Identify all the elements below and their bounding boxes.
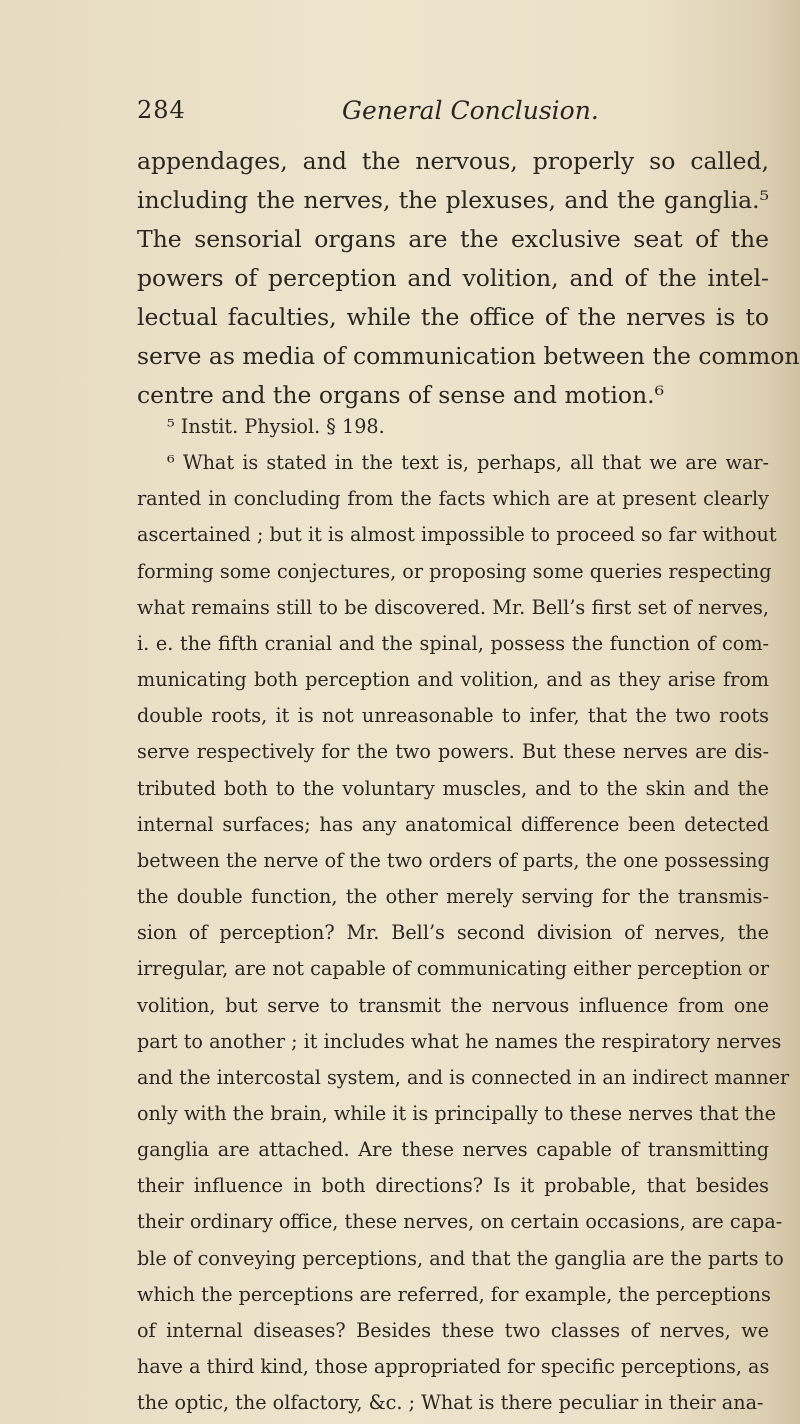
footnote-line: ranted in concluding from the facts which are at present clearly: [137, 487, 769, 511]
footnote-line: have a third kind, those appropriated for specific perceptions, as: [137, 1355, 770, 1379]
footnote-line: forming some conjectures, or proposing some queries respecting: [137, 559, 772, 583]
text-line: powers of perception and volition, and of the intel-: [137, 264, 769, 292]
footnote-line: tributed both to the voluntary muscles, and to the skin and the: [137, 776, 769, 800]
text-line: serve as media of communication between the common: [137, 342, 800, 370]
footnotes: [137, 409, 790, 1421]
footnote-line: the double function, the other merely serving for the transmis-: [137, 885, 769, 909]
footnote-5: [137, 409, 769, 445]
text-line: appendages, and the nervous, properly so called,: [137, 147, 769, 175]
footnote-line: irregular, are not capable of communicating either perception or: [137, 957, 769, 981]
text-line: The sensorial organs are the exclusive seat of the: [137, 225, 769, 253]
footnote-line: what remains still to be discovered. Mr. Bell’s first set of nerves,: [137, 595, 769, 619]
footnote-line: ganglia are attached. Are these nerves capable of transmitting: [137, 1138, 769, 1162]
page-number: 284: [137, 96, 186, 124]
footnote-line: ⁵ Instit. Physiol. § 198.: [167, 415, 385, 438]
footnote-6: [137, 445, 790, 1421]
footnote-line: and the intercostal system, and is connected in an indirect manner: [137, 1065, 790, 1089]
footnote-line: part to another ; it includes what he names the respiratory nerves: [137, 1029, 782, 1053]
footnote-line: ⁶ What is stated in the text is, perhaps, all that we are war-: [167, 451, 769, 475]
footnote-line: ble of conveying perceptions, and that the ganglia are the parts to: [137, 1246, 784, 1270]
footnote-line: internal surfaces; has any anatomical difference been detected: [137, 812, 769, 836]
footnote-line: i. e. the fifth cranial and the spinal, possess the function of com-: [137, 631, 769, 655]
running-head: General Conclusion.: [342, 96, 599, 125]
text-line: centre and the organs of sense and motion.⁶: [137, 381, 665, 409]
page-header: [137, 96, 767, 136]
footnote-line: of internal diseases? Besides these two classes of nerves, we: [137, 1318, 769, 1342]
footnote-line: sion of perception? Mr. Bell’s second division of nerves, the: [137, 921, 769, 945]
footnote-line: municating both perception and volition, and as they arise from: [137, 668, 769, 692]
footnote-line: between the nerve of the two orders of parts, the one possessing: [137, 848, 770, 872]
text-line: lectual faculties, while the office of the nerves is to: [137, 303, 769, 331]
footnote-line: their influence in both directions? Is it probable, that besides: [137, 1174, 769, 1198]
footnote-line: ascertained ; but it is almost impossible to proceed so far without: [137, 523, 777, 547]
footnote-line: only with the brain, while it is principally to these nerves that the: [137, 1101, 776, 1125]
footnote-line: their ordinary office, these nerves, on certain occasions, are capa-: [137, 1210, 783, 1234]
footnote-line: which the perceptions are referred, for example, the perceptions: [137, 1282, 771, 1306]
footnote-line: volition, but serve to transmit the nervous influence from one: [137, 993, 769, 1017]
main-text: [137, 142, 800, 415]
footnote-line: double roots, it is not unreasonable to infer, that the two roots: [137, 704, 769, 728]
footnote-line: the optic, the olfactory, &c. ; What is there peculiar in their ana-: [137, 1391, 764, 1415]
text-line: including the nerves, the plexuses, and the ganglia.⁵: [137, 186, 769, 214]
footnote-line: serve respectively for the two powers. But these nerves are dis-: [137, 740, 769, 764]
